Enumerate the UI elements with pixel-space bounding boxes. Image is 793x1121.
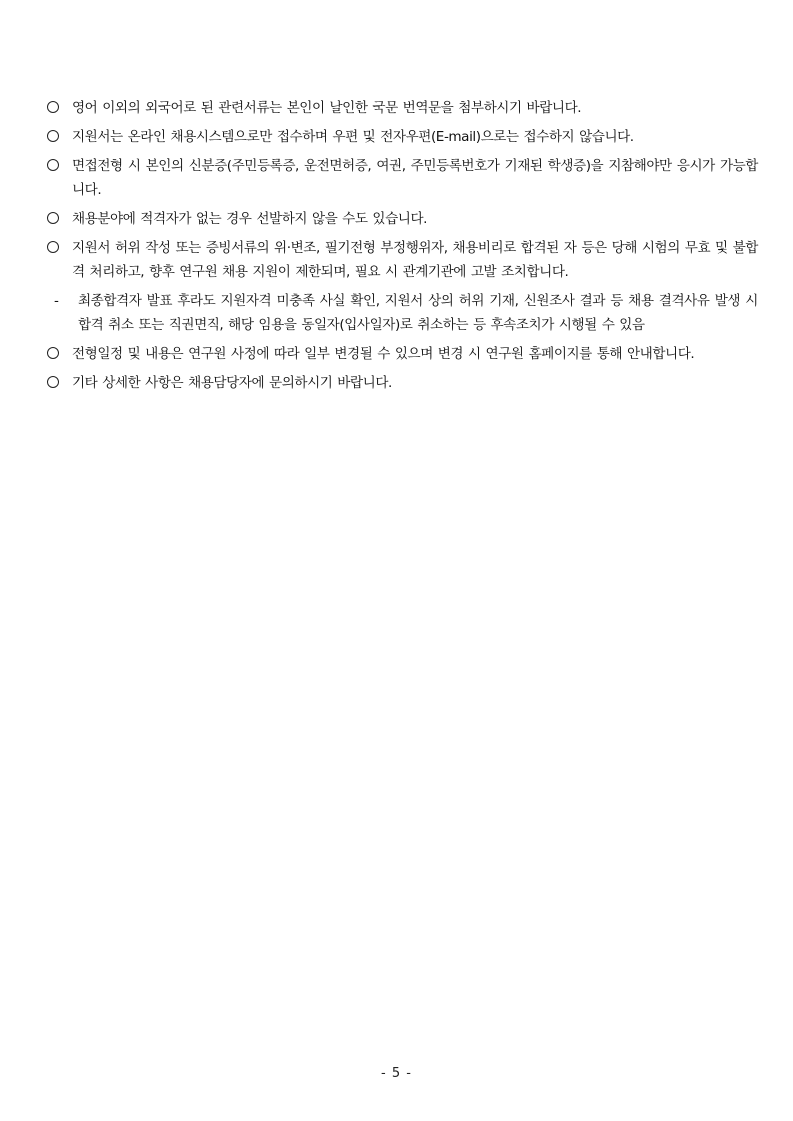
notice-item-contact: [46, 371, 758, 395]
notice-item-schedule-change: [46, 342, 758, 366]
page-number: - 5 -: [381, 1066, 412, 1081]
circle-bullet-icon: [47, 130, 59, 142]
notice-text: 면접전형 시 본인의 신분증(주민등록증, 운전면허증, 여권, 주민등록번호가 기재된 학생증)을 지참해야만 응시가 가능합니다.: [72, 158, 758, 198]
notice-list: [46, 96, 758, 400]
notice-text: 채용분야에 적격자가 없는 경우 선발하지 않을 수도 있습니다.: [72, 211, 428, 227]
circle-bullet-icon: [47, 241, 59, 253]
notice-item-no-selection: [46, 207, 758, 231]
notice-text: 지원서 허위 작성 또는 증빙서류의 위·변조, 필기전형 부정행위자, 채용비리로 합격된 자 등은 당해 시험의 무효 및 불합격 처리하고, 향후 연구원 채용 지원이 제한되며, 필요 시 관계기관에 고발 조치합니다.: [72, 240, 758, 280]
notice-item-id-card: [46, 154, 758, 202]
dash-bullet-icon: -: [54, 293, 59, 309]
circle-bullet-icon: [47, 347, 59, 359]
notice-item-translation: [46, 96, 758, 120]
notice-text: 지원서는 온라인 채용시스템으로만 접수하며 우편 및 전자우편(E-mail)으로는 접수하지 않습니다.: [72, 129, 634, 145]
notice-item-false-documents: [46, 236, 758, 284]
notice-subitem-cancellation: [46, 289, 758, 337]
circle-bullet-icon: [47, 159, 59, 171]
notice-text: 최종합격자 발표 후라도 지원자격 미충족 사실 확인, 지원서 상의 허위 기재, 신원조사 결과 등 채용 결격사유 발생 시 합격 취소 또는 직권면직, 해당 임용을 동일자(입사일자)로 취소하는 등 후속조치가 시행될 수 있음: [78, 293, 758, 333]
circle-bullet-icon: [47, 376, 59, 388]
circle-bullet-icon: [47, 212, 59, 224]
notice-text: 전형일정 및 내용은 연구원 사정에 따라 일부 변경될 수 있으며 변경 시 연구원 홈페이지를 통해 안내합니다.: [72, 346, 695, 362]
notice-item-online-application: [46, 125, 758, 149]
notice-text: 기타 상세한 사항은 채용담당자에 문의하시기 바랍니다.: [72, 375, 392, 391]
circle-bullet-icon: [47, 101, 59, 113]
notice-text: 영어 이외의 외국어로 된 관련서류는 본인이 날인한 국문 번역문을 첨부하시기 바랍니다.: [72, 100, 582, 116]
